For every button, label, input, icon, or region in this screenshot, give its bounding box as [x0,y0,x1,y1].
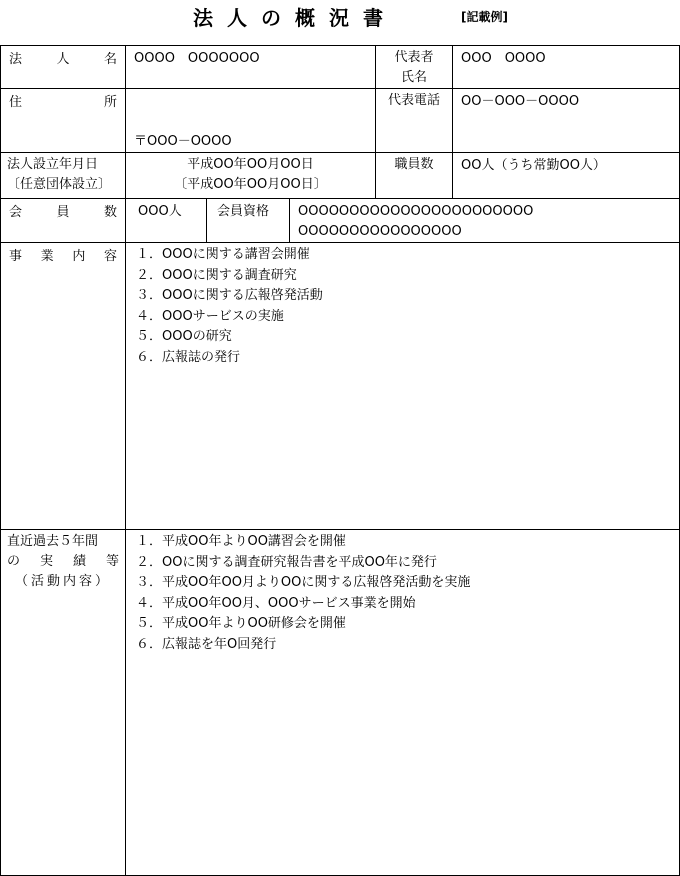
label-char: 業 [40,249,54,264]
label-char: 内 [72,249,86,264]
results-label-line3: （活動内容） [14,574,111,589]
established-label-line2: 〔任意団体設立〕 [7,177,112,192]
established-label-line1: 法人設立年月日 [7,157,99,172]
representative-value: OOO OOOO [452,45,680,89]
staff-label-text: 職員数 [394,157,434,172]
member-qualification-label: 会員資格 [206,198,290,243]
business-content [125,242,680,530]
representative-label-line1: 代表者 [394,50,434,65]
staff-value: OO人（うち常勤OO人） [452,152,680,199]
document-header [0,0,680,40]
member-qualification-value [289,198,680,243]
phone-label-text: 代表電話 [387,93,440,108]
overview-form [0,45,680,876]
representative-label [375,45,453,89]
representative-label-line2: 氏名 [400,70,427,85]
result-item: ４．平成OO年OO月、OOOサービス事業を開始 [136,595,416,611]
label-char: 名 [103,52,117,67]
business-item: ４．OOOサービスの実施 [136,308,284,324]
label-char: 容 [103,249,117,264]
established-date-informal: 〔平成OO年OO月OO日〕 [174,177,327,192]
business-item: ６．広報誌の発行 [136,349,241,365]
label-char: 事 [9,249,23,264]
corp-name-label [0,45,126,89]
member-qualification-line2: OOOOOOOOOOOOOOOO [298,224,462,239]
established-date: 平成OO年OO月OO日 [187,157,314,172]
result-item: ３．平成OO年OO月よりOOに関する広報啓発活動を実施 [136,575,471,590]
business-item: ３．OOOに関する広報啓発活動 [136,288,323,303]
business-item: ５．OOOの研究 [136,329,232,344]
label-char: 法 [9,52,23,67]
address-postal: 〒OOO－OOOO [134,134,232,149]
example-note: [記載例] [461,10,508,24]
established-value [125,152,376,199]
label-char: 実 [39,554,53,569]
established-label [0,152,126,199]
result-item: ２．OOに関する調査研究報告書を平成OO年に発行 [136,554,437,570]
address-value [125,88,376,153]
label-char: 所 [103,95,117,110]
label-char: 住 [9,95,23,110]
results-list [126,530,679,655]
results-label [0,529,126,876]
result-item: ６．広報誌を年O回発行 [136,636,277,652]
staff-label [375,152,453,199]
phone-label [375,88,453,153]
address-label [0,88,126,153]
label-char: 数 [103,205,117,220]
label-char: 会 [9,205,23,220]
phone-value: OO－OOO－OOOO [452,88,680,153]
business-list [126,243,679,368]
business-label [0,242,126,530]
label-char: 等 [105,554,119,569]
document-title: 法人の概況書 [193,6,397,30]
business-item: １．OOOに関する講習会開催 [136,247,310,262]
label-char: 績 [72,554,86,569]
result-item: １．平成OO年よりOO講習会を開催 [136,534,346,549]
label-char: 員 [56,205,70,220]
results-label-line2 [7,552,119,572]
business-item: ２．OOOに関する調査研究 [136,267,297,283]
corp-name-value: OOOO OOOOOOO [125,45,376,89]
label-char: 人 [56,52,70,67]
label-char: の [7,554,21,569]
members-count: OOO人 [125,198,207,243]
result-item: ５．平成OO年よりOO研修会を開催 [136,616,346,631]
members-label [0,198,126,243]
results-content [125,529,680,876]
member-qualification-line1: OOOOOOOOOOOOOOOOOOOOOOO [298,204,534,219]
results-label-line1: 直近過去５年間 [7,534,99,549]
